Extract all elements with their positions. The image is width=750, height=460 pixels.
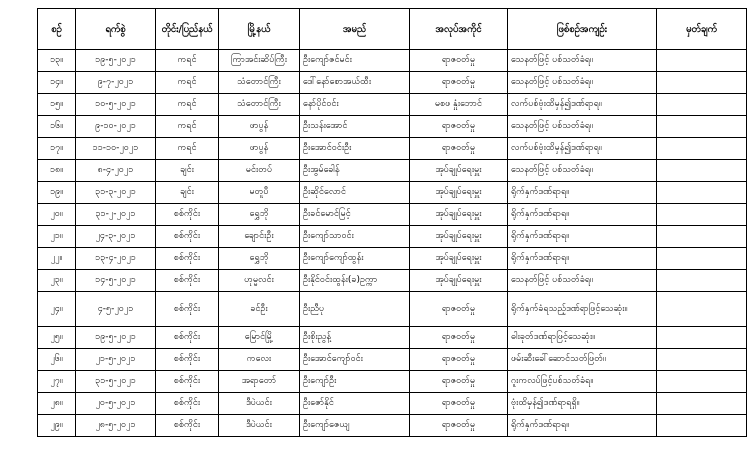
row-state: ချင်း [156, 160, 219, 182]
row-date: ၁၉-၅-၂၀၂၁ [76, 50, 156, 72]
row-date: ၃၁-၂-၂၀၂၁ [76, 204, 156, 226]
row-occupation: မစဖ နှုံးဘောင် [410, 94, 508, 116]
row-remark [657, 415, 747, 437]
row-state: စစ်ကိုင်း [156, 226, 219, 248]
table-row [38, 160, 747, 182]
row-remark [657, 292, 747, 327]
row-date: ၁၃-၄-၂၀၂၁ [76, 248, 156, 270]
header-township: မြို့နယ် [219, 9, 300, 50]
row-number: ၁၄။ [38, 72, 76, 94]
row-township: အရာတော် [219, 371, 300, 393]
row-date: ၂၁-၅-၂၀၂၁ [76, 349, 156, 371]
header-incident-summary: ဖြစ်စဉ်အကျဉ်း [508, 9, 657, 50]
row-township: သံတောင်ကြီး [219, 72, 300, 94]
row-name: ဦးညီပု [300, 292, 410, 327]
row-occupation: ရာဇဝတ်မှု [410, 292, 508, 327]
row-occupation: ရာဇဝတ်မှု [410, 138, 508, 160]
row-township: ခင်ဦး [219, 292, 300, 327]
table-row [38, 327, 747, 349]
row-occupation: ရာဇဝတ်မှု [410, 371, 508, 393]
table-row [38, 270, 747, 292]
table-row [38, 292, 747, 327]
row-occupation: ရာဇဝတ်မှု [410, 415, 508, 437]
row-remark [657, 226, 747, 248]
row-incident-summary: ဗုံးထိမှန်၍ဒဏ်ရာရရှိ။ [508, 393, 657, 415]
table-header-row [38, 9, 747, 50]
table-row [38, 248, 747, 270]
row-name: နော်ပိုင်ဝင်း [300, 94, 410, 116]
row-township: ဟုမ္မလင်း [219, 270, 300, 292]
row-date: ၂၀-၅-၂၀၂၁ [76, 393, 156, 415]
row-number: ၂၇။ [38, 371, 76, 393]
row-township: သံတောင်ကြီး [219, 94, 300, 116]
row-name: ဦးဇော်နိုင် [300, 393, 410, 415]
row-occupation: ရာဇဝတ်မှု [410, 327, 508, 349]
row-township: ကလေး [219, 349, 300, 371]
row-state: ကရင် [156, 116, 219, 138]
row-state: စစ်ကိုင်း [156, 393, 219, 415]
row-township: ဖာပွန် [219, 116, 300, 138]
row-incident-summary: လက်ပစ်ဗုံးထိမှန်၍ဒဏ်ရာရ။ [508, 138, 657, 160]
row-remark [657, 393, 747, 415]
header-name: အမည် [300, 9, 410, 50]
row-date: ၁၄-၅-၂၀၂၁ [76, 270, 156, 292]
row-date: ၃၁-၅-၂၀၂၁ [76, 371, 156, 393]
row-name: ဦးစိုးညွန့် [300, 327, 410, 349]
row-township: ဒီပဲယင်း [219, 393, 300, 415]
table-row [38, 72, 747, 94]
row-state: ကရင် [156, 72, 219, 94]
header-state: တိုင်း/ပြည်နယ် [156, 9, 219, 50]
row-name: ဦးဆိုင်လောင် [300, 182, 410, 204]
row-incident-summary: ရိုက်နှက်ဒဏ်ရာရ။ [508, 182, 657, 204]
row-incident-summary: သေနတ်ဖြင့် ပစ်သတ်ခံရ။ [508, 72, 657, 94]
row-remark [657, 327, 747, 349]
row-remark [657, 182, 747, 204]
row-number: ၁၉။ [38, 182, 76, 204]
row-remark [657, 116, 747, 138]
row-incident-summary: ရိုက်နှက်ဒဏ်ရာရ။ [508, 226, 657, 248]
row-name: ဦးကျော်သာဝင်း [300, 226, 410, 248]
row-name: ဦးကျော်ဦး [300, 371, 410, 393]
row-township: ရွှေဘို [219, 248, 300, 270]
header-remark: မှတ်ချက် [657, 9, 747, 50]
header-date: ရက်စွဲ [76, 9, 156, 50]
row-occupation: အုပ်ချုပ်ရေးမှူး [410, 204, 508, 226]
row-incident-summary: လက်ပစ်ဗုံးထိမှန်၍ဒဏ်ရာရ။ [508, 94, 657, 116]
row-township: မင်းတပ် [219, 160, 300, 182]
row-number: ၁၇။ [38, 138, 76, 160]
row-date: ၁၁-၁၀-၂၀၂၁ [76, 138, 156, 160]
row-date: ၂၈-၅-၂၀၂၁ [76, 415, 156, 437]
row-date: ၉-၁၀-၂၀၂၁ [76, 116, 156, 138]
row-remark [657, 72, 747, 94]
row-state: ကရင် [156, 138, 219, 160]
row-number: ၁၆။ [38, 116, 76, 138]
row-name: ဦးခင်မောင်မြင့် [300, 204, 410, 226]
row-remark [657, 50, 747, 72]
row-incident-summary: ရိုက်နှက်ခံရသည့်ဒဏ်ရာဖြင့်သေဆုံး။ [508, 292, 657, 327]
row-state: စစ်ကိုင်း [156, 204, 219, 226]
row-name: ဦးသန်းအောင် [300, 116, 410, 138]
row-date: ၉-၇-၂၀၂၁ [76, 72, 156, 94]
row-remark [657, 349, 747, 371]
row-township: မတူပီ [219, 182, 300, 204]
table-body [38, 50, 747, 437]
row-number: ၂၉။ [38, 415, 76, 437]
row-township: ချောင်းဦး [219, 226, 300, 248]
row-township: မြောင်မြို့ [219, 327, 300, 349]
row-state: စစ်ကိုင်း [156, 371, 219, 393]
row-occupation: ရာဇဝတ်မှု [410, 50, 508, 72]
table-row [38, 204, 747, 226]
row-state: စစ်ကိုင်း [156, 327, 219, 349]
header-no: စဉ် [38, 9, 76, 50]
row-number: ၂၅။ [38, 327, 76, 349]
row-name: ဦးနိုင်ဝင်းထွန်း(ခ)ဥက္ကာ [300, 270, 410, 292]
row-occupation: အုပ်ချုပ်ရေးမှူး [410, 182, 508, 204]
table-row [38, 116, 747, 138]
row-state: စစ်ကိုင်း [156, 248, 219, 270]
row-name: ဦးကျော်ကျော်ထွန်း [300, 248, 410, 270]
header-occupation: အလုပ်အကိုင် [410, 9, 508, 50]
row-number: ၂၀။ [38, 204, 76, 226]
row-state: ကရင် [156, 94, 219, 116]
row-township: ကြာအင်းဆိပ်ကြီး [219, 50, 300, 72]
row-incident-summary: ဖမ်းဆီးခေါ်ဆောင်သတ်ဖြတ်။ [508, 349, 657, 371]
row-date: ၂၄-၃-၂၀၂၁ [76, 226, 156, 248]
row-number: ၂၃။ [38, 270, 76, 292]
row-occupation: ရာဇဝတ်မှု [410, 349, 508, 371]
row-remark [657, 138, 747, 160]
row-date: ၈-၄-၂၀၂၁ [76, 160, 156, 182]
row-incident-summary: ရိုက်နှက်ဒဏ်ရာရ။ [508, 248, 657, 270]
row-incident-summary: သေနတ်ဖြင့် ပစ်သတ်ခံရ။ [508, 116, 657, 138]
row-remark [657, 248, 747, 270]
row-township: ရွှေဘို [219, 204, 300, 226]
row-remark [657, 371, 747, 393]
row-state: စစ်ကိုင်း [156, 270, 219, 292]
table-row [38, 349, 747, 371]
row-name: ဒေါ်နော်စောအယ်ထီး [300, 72, 410, 94]
row-occupation: အုပ်ချုပ်ရေးမှူး [410, 270, 508, 292]
row-date: ၄-၅-၂၀၂၁ [76, 292, 156, 327]
row-remark [657, 270, 747, 292]
row-incident-summary: သေနတ်ဖြင့် ပစ်သတ်ခံရ။ [508, 160, 657, 182]
row-number: ၂၁။ [38, 226, 76, 248]
row-number: ၂၄။ [38, 292, 76, 327]
row-number: ၁၃။ [38, 50, 76, 72]
row-number: ၂၈။ [38, 393, 76, 415]
row-date: ၃၁-၃-၂၀၂၁ [76, 182, 156, 204]
row-state: စစ်ကိုင်း [156, 349, 219, 371]
row-name: ဦးအောင်ကျော်ဝင်း [300, 349, 410, 371]
row-incident-summary: ဂူးကလပ်ဖြင့်ပစ်သတ်ခံရ။ [508, 371, 657, 393]
table-row [38, 371, 747, 393]
row-number: ၁၈။ [38, 160, 76, 182]
row-state: ကရင် [156, 50, 219, 72]
row-township: ဖာပွန် [219, 138, 300, 160]
row-name: ဦးကျော်ဇေယျ [300, 415, 410, 437]
row-state: ချင်း [156, 182, 219, 204]
row-date: ၁၉-၅-၂၀၂၁ [76, 327, 156, 349]
row-incident-summary: သေနတ်ဖြင့် ပစ်သတ်ခံရ။ [508, 270, 657, 292]
incident-table [37, 8, 747, 437]
row-occupation: အုပ်ချုပ်ရေးမှူး [410, 160, 508, 182]
row-name: ဦးအွမ်ခေါန် [300, 160, 410, 182]
row-incident-summary: ရိုက်နှက်ဒဏ်ရာရ။ [508, 204, 657, 226]
row-occupation: ရာဇဝတ်မှု [410, 393, 508, 415]
row-remark [657, 160, 747, 182]
row-occupation: အုပ်ချုပ်ရေးမှူး [410, 226, 508, 248]
row-remark [657, 204, 747, 226]
row-state: စစ်ကိုင်း [156, 415, 219, 437]
row-name: ဦးအောင်ဝင်းဦး [300, 138, 410, 160]
table-row [38, 182, 747, 204]
row-number: ၂၆။ [38, 349, 76, 371]
row-remark [657, 94, 747, 116]
table-row [38, 50, 747, 72]
row-occupation: ရာဇဝတ်မှု [410, 72, 508, 94]
table-row [38, 226, 747, 248]
row-number: ၂၂။ [38, 248, 76, 270]
row-occupation: ရာဇဝတ်မှု [410, 116, 508, 138]
row-incident-summary: ရိုက်နှက်ဒဏ်ရာရ။ [508, 415, 657, 437]
table-row [38, 138, 747, 160]
row-number: ၁၅။ [38, 94, 76, 116]
table-row [38, 94, 747, 116]
row-date: ၁၀-၅-၂၀၂၁ [76, 94, 156, 116]
table-row [38, 415, 747, 437]
row-incident-summary: သေနတ်ဖြင့် ပစ်သတ်ခံရ။ [508, 50, 657, 72]
row-township: ဒီပဲယင်း [219, 415, 300, 437]
row-incident-summary: ဓါးခုတ်ဒဏ်ရာဖြင့်သေဆုံး။ [508, 327, 657, 349]
row-state: စစ်ကိုင်း [156, 292, 219, 327]
table-row [38, 393, 747, 415]
row-name: ဦးကျော်ဇင်မင်း [300, 50, 410, 72]
row-occupation: အုပ်ချုပ်ရေးမှူး [410, 248, 508, 270]
